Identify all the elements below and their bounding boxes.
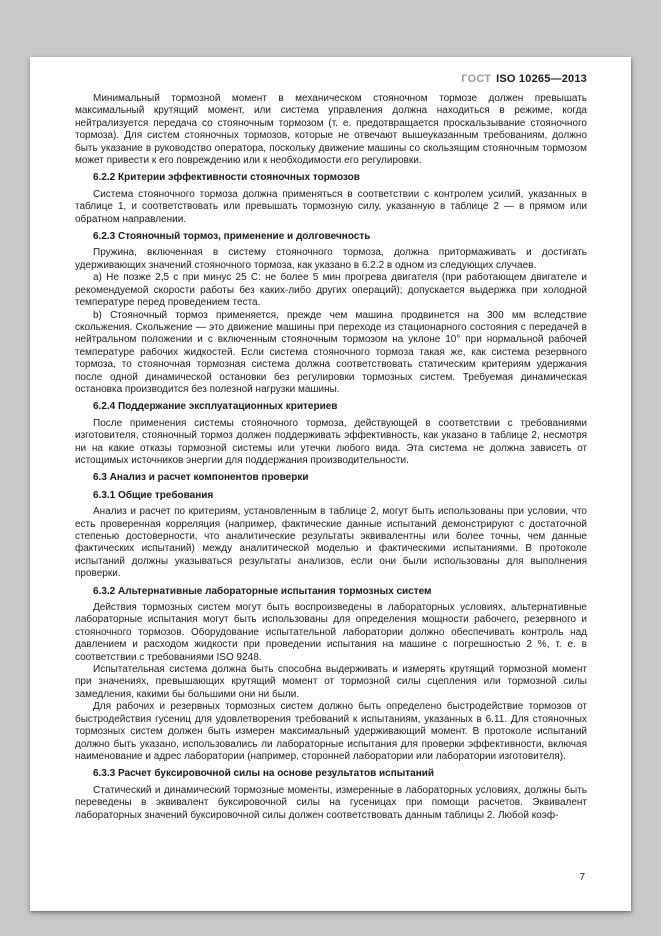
paragraph: Статический и динамический тормозные моменты, измеренные в лабораторных условиях, должны быть переведены в эквивалент буксировочной силы на гусеницах при помощи расчетов. Эквивалент лабораторных значений буксировочной силы должен соответствовать данным таблицы 2. Любой коэф- bbox=[75, 784, 587, 821]
section-heading: 6.3.1 Общие требования bbox=[93, 489, 214, 501]
paragraph: Испытательная система должна быть способна выдерживать и измерять крутящий тормозной момент при значениях, превышающих крутящий момент от тормозной силы сцепления или тормозной силы замедления, какими бы большими они ни были. bbox=[75, 664, 587, 700]
page-header bbox=[75, 73, 587, 85]
paragraph: a) Не позже 2,5 с при минус 25 С: не более 5 мин прогрева двигателя (при работающем двигателе и рекомендуемой скорости работы без каких-либо других операций); допускается выдержка при холодной температуре перед проведением теста. bbox=[75, 272, 587, 309]
section-heading: 6.3 Анализ и расчет компонентов проверки bbox=[93, 472, 309, 484]
paragraph: После применения системы стояночного тормоза, действующей в соответствии с требованиями изготовителя, стояночный тормоз должен поддерживать эффективность, как указано в таблице 2, несмотря ни на какие отказы тормозной системы или утечки любого вида. Эта система не должна зависеть от истощимых источников энергии для поддержания производительности. bbox=[75, 417, 587, 466]
paragraph: Пружина, включенная в систему стояночного тормоза, должна притормаживать и достигать удерживающих значений стояночного тормоза, как указано в 6.2.2 в одном из следующих случаев. bbox=[75, 247, 587, 271]
document-page bbox=[30, 57, 631, 911]
document-body bbox=[75, 93, 587, 822]
paragraph: Для рабочих и резервных тормозных систем должно быть определено быстродействие тормозов от быстродействия гусениц для удовлетворения требований к испытаниям, указанных в 6.11. Для стояночных тормозных систем должен быть измерен максимальный удерживающий момент. В протоколе испытаний должно быть указано, использовались ли лабораторные испытания для проверки эффективности, включая наименование и адрес лаборатории (например, сторонней лаборатории или лаборатории изготовителя). bbox=[75, 701, 587, 762]
paragraph: Система стояночного тормоза должна применяться в соответствии с контролем усилий, указанных в таблице 1, и соответствовать или превышать тормозную силу, указанную в таблице 2 — в прямом или обратном направлении. bbox=[75, 188, 587, 225]
standard-code-prefix: ГОСТ bbox=[461, 73, 492, 85]
section-heading: 6.2.3 Стояночный тормоз, применение и долговечность bbox=[93, 231, 371, 243]
paragraph: Анализ и расчет по критериям, установленным в таблице 2, могут быть использованы при условии, что есть проверенная корреляция (например, фактические данные испытаний демонстрируют с достаточной степенью достоверности, что аналитические результаты эквивалентны или более точны, чем данные фактических испытаний) между аналитической моделью и фактическими испытаниями. В протоколе испытаний должны указываться результаты анализов, если они были использованы для выполнения проверки. bbox=[75, 506, 587, 580]
paragraph: Действия тормозных систем могут быть воспроизведены в лабораторных условиях, альтернативные лабораторные испытания могут быть использованы для определения мощности рабочего, резервного и стояночного тормозов. Оборудование испытательной лаборатории должно обеспечивать контроль над давлением и расходом жидкости при проведении испытания на машине с погрешностью 2 %, т. е. в соответствии с требованиями ISO 9248. bbox=[75, 602, 587, 663]
section-heading: 6.3.2 Альтернативные лабораторные испытания тормозных систем bbox=[93, 585, 432, 597]
paragraph: b) Стояночный тормоз применяется, прежде чем машина продвинется на 300 мм вследствие скольжения. Скольжение — это движение машины при переходе из стационарного состояния с передачей в нейтральном положении и с включенным стояночным тормозом на уклоне 10° при нормальной рабочей температуре рабочих жидкостей. Если система стояночного тормоза такая же, как система резервного тормоза, то стояночная тормозная система должна соответствовать статическим критериям удержания после одной динамической остановки без регулировки тормозных систем. Требуемая динамическая остановка производится без полезной нагрузки машины. bbox=[75, 309, 587, 395]
section-heading: 6.3.3 Расчет буксировочной силы на основе результатов испытаний bbox=[93, 768, 435, 780]
section-heading: 6.2.4 Поддержание эксплуатационных критериев bbox=[93, 401, 338, 413]
standard-code-number: ISO 10265—2013 bbox=[496, 73, 587, 85]
section-heading: 6.2.2 Критерии эффективности стояночных тормозов bbox=[93, 172, 360, 184]
paragraph: Минимальный тормозной момент в механическом стояночном тормозе должен превышать максимальный крутящий момент, или система управления должна находиться в режиме, когда нейтрализуется передача со стояночным тормозом (т. е. предотвращается проскальзывание стояночного тормоза). Для систем стояночных тормозов, которые не отвечают вышеуказанным требованиям, должно быть указание в руководство оператора, поскольку движение машины со скользящим стояночным тормозом может привести к его повреждению или к необходимости его регулировки. bbox=[75, 93, 587, 167]
page-number: 7 bbox=[579, 872, 585, 883]
